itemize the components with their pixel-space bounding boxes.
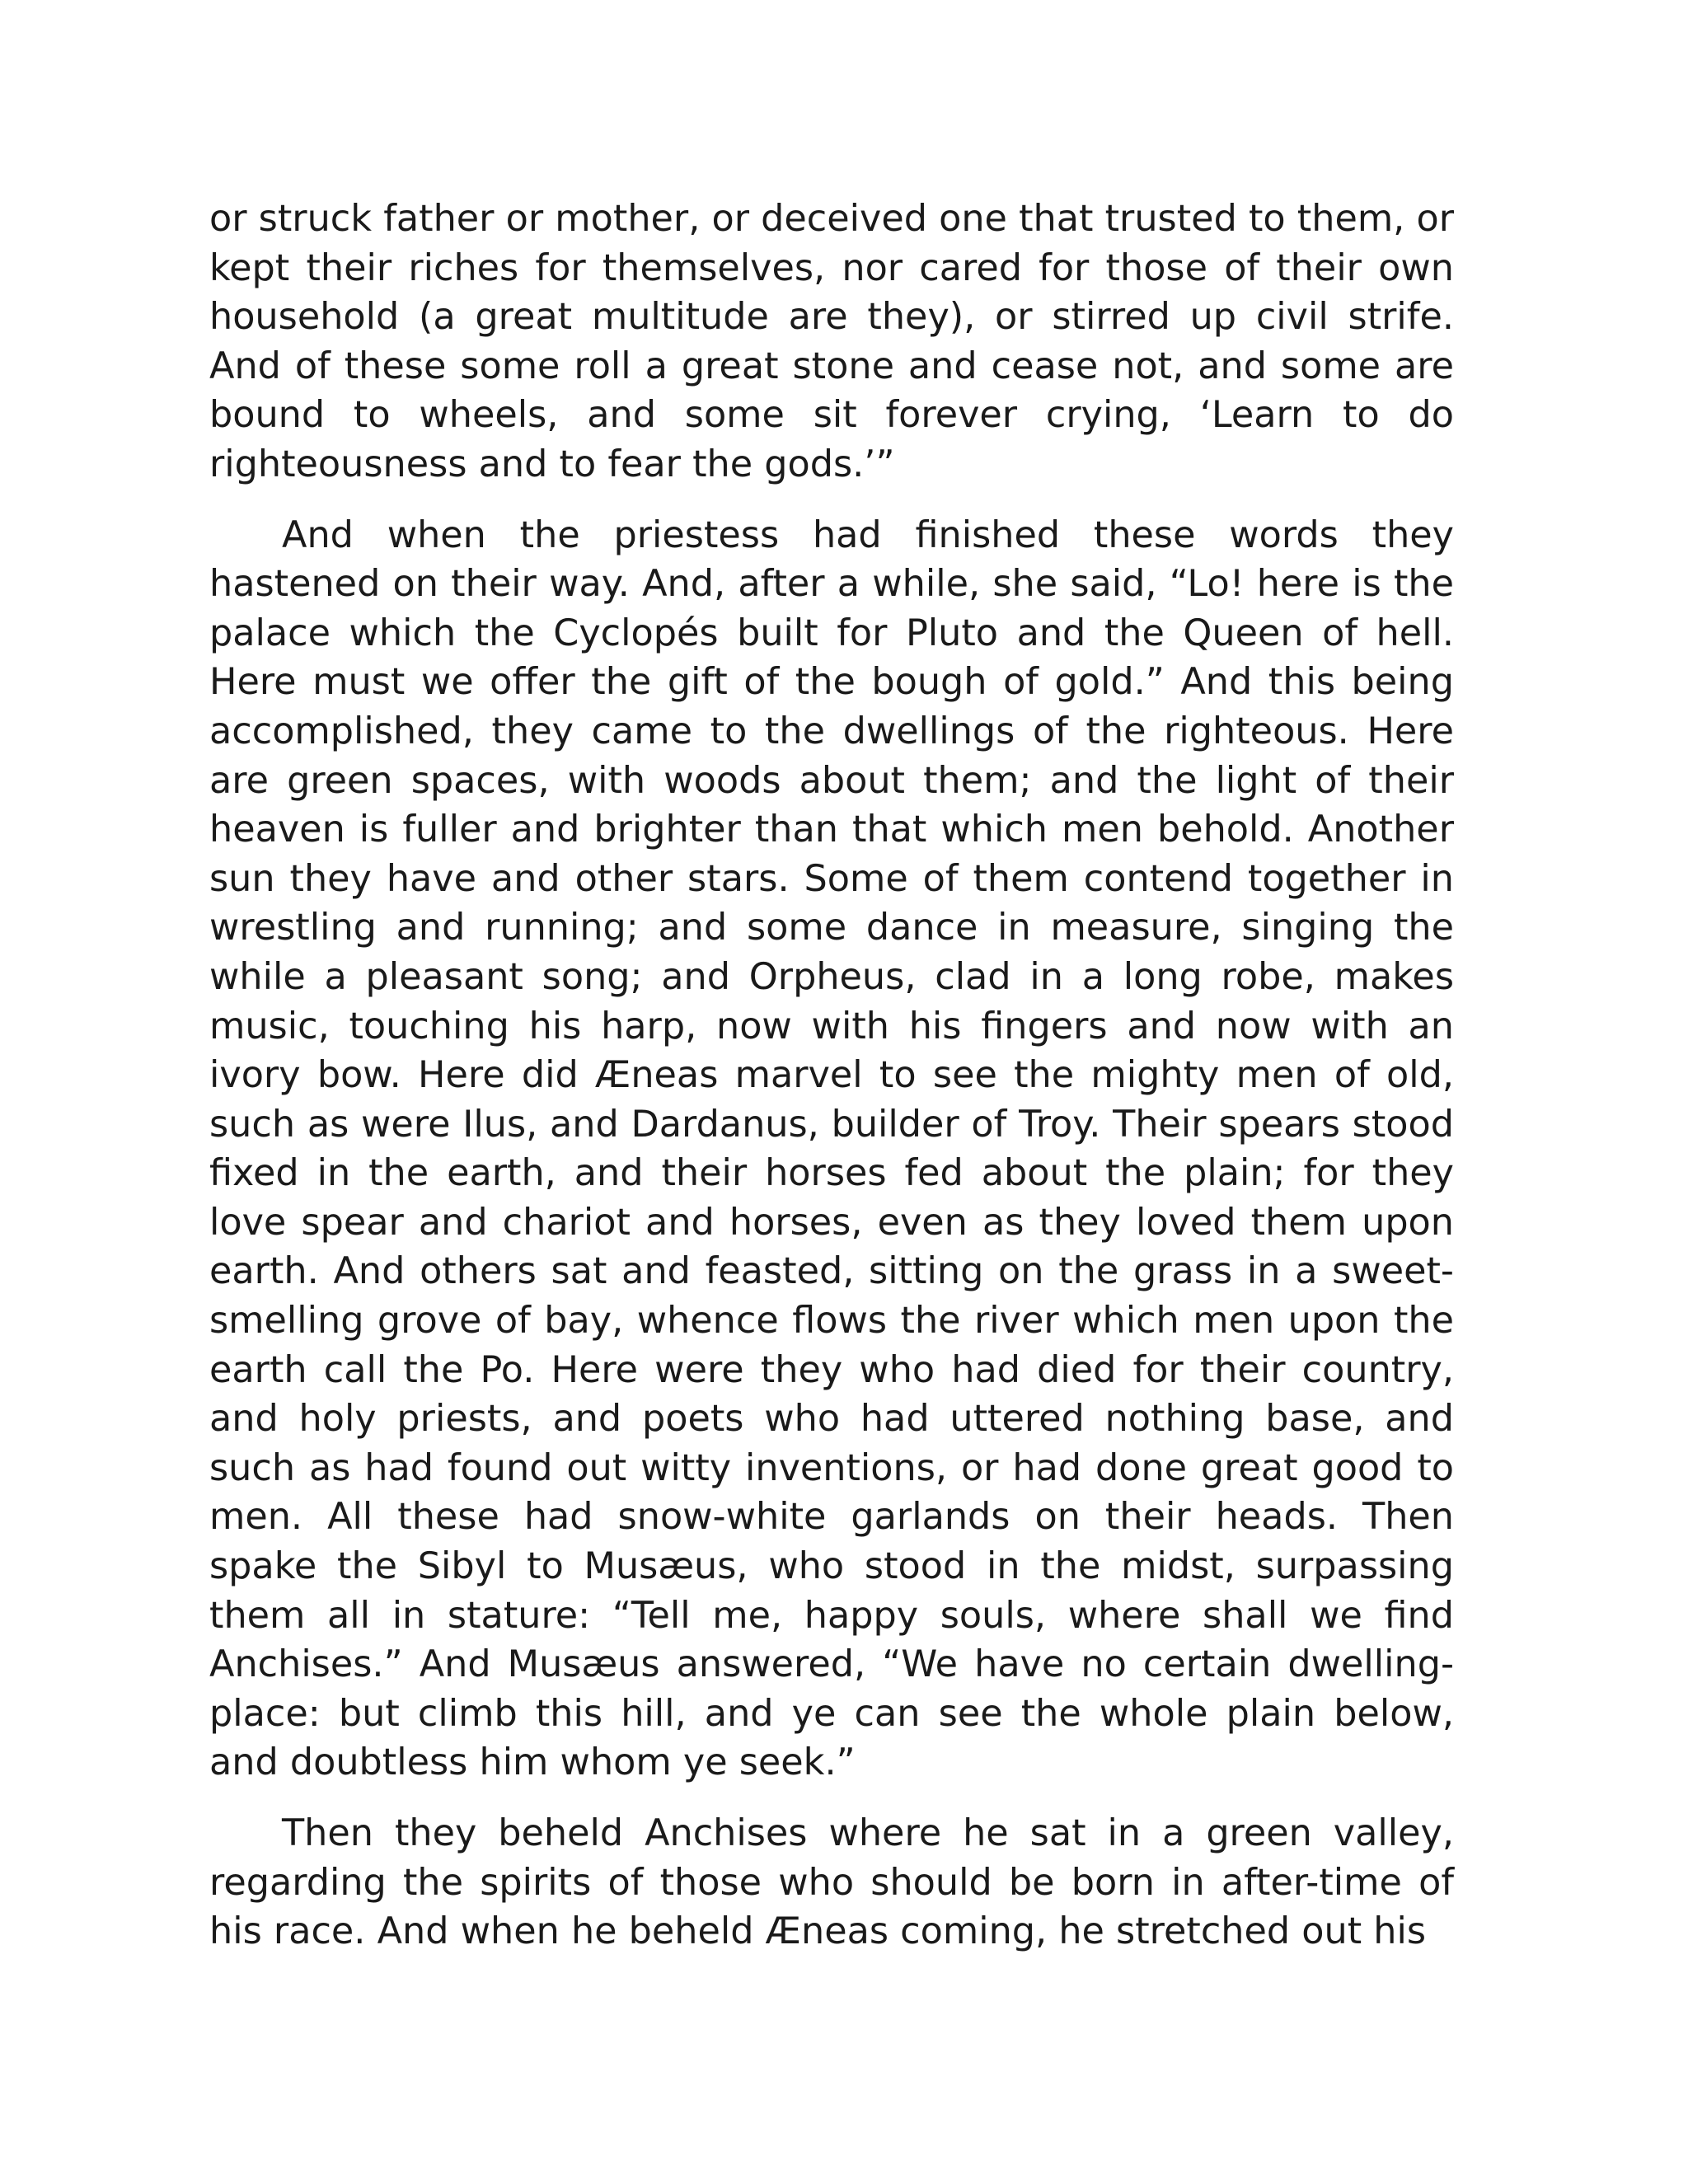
page-body	[209, 194, 1454, 1957]
paragraph-righteous-dwellings: And when the priestess had finished these words they hastened on their way. And, after a while, she said, “Lo! here is the palace which the Cyclopés built for Pluto and the Queen of hell. Here must we offer the gift of the bough of gold.” And this being accomplished, they came to the dwellings of the righteous. Here are green spaces, with woods about them; and the light of their heaven is fuller and brighter than that which men behold. Another sun they have and other stars. Some of them contend together in wrestling and running; and some dance in measure, singing the while a pleasant song; and Orpheus, clad in a long robe, makes music, touching his harp, now with his fingers and now with an ivory bow. Here did Æneas marvel to see the mighty men of old, such as were Ilus, and Dardanus, builder of Troy. Their spears stood fixed in the earth, and their horses fed about the plain; for they love spear and chariot and horses, even as they loved them upon earth. And others sat and feasted, sitting on the grass in a sweet-smelling grove of bay, whence flows the river which men upon the earth call the Po. Here were they who had died for their country, and holy priests, and poets who had uttered nothing base, and such as had found out witty inventions, or had done great good to men. All these had snow-white garlands on their heads. Then spake the Sibyl to Musæus, who stood in the midst, surpassing them all in stature: “Tell me, happy souls, where shall we find Anchises.” And Musæus answered, “We have no certain dwelling-place: but climb this hill, and ye can see the whole plain below, and doubtless him whom ye seek.”	[209, 513, 1454, 1784]
paragraph-anchises: Then they beheld Anchises where he sat in a green valley, regarding the spirits of those who should be born in after-time of his race. And when he beheld Æneas coming, he stretched out his	[209, 1812, 1454, 1953]
paragraph-continued: or struck father or mother, or deceived one that trusted to them, or kept their riches for themselves, nor cared for those of their own household (a great multitude are they), or stirred up civil strife. And of these some roll a great stone and cease not, and some are bound to wheels, and some sit forever crying, ‘Learn to do righteousness and to fear the gods.’”	[209, 198, 1454, 485]
